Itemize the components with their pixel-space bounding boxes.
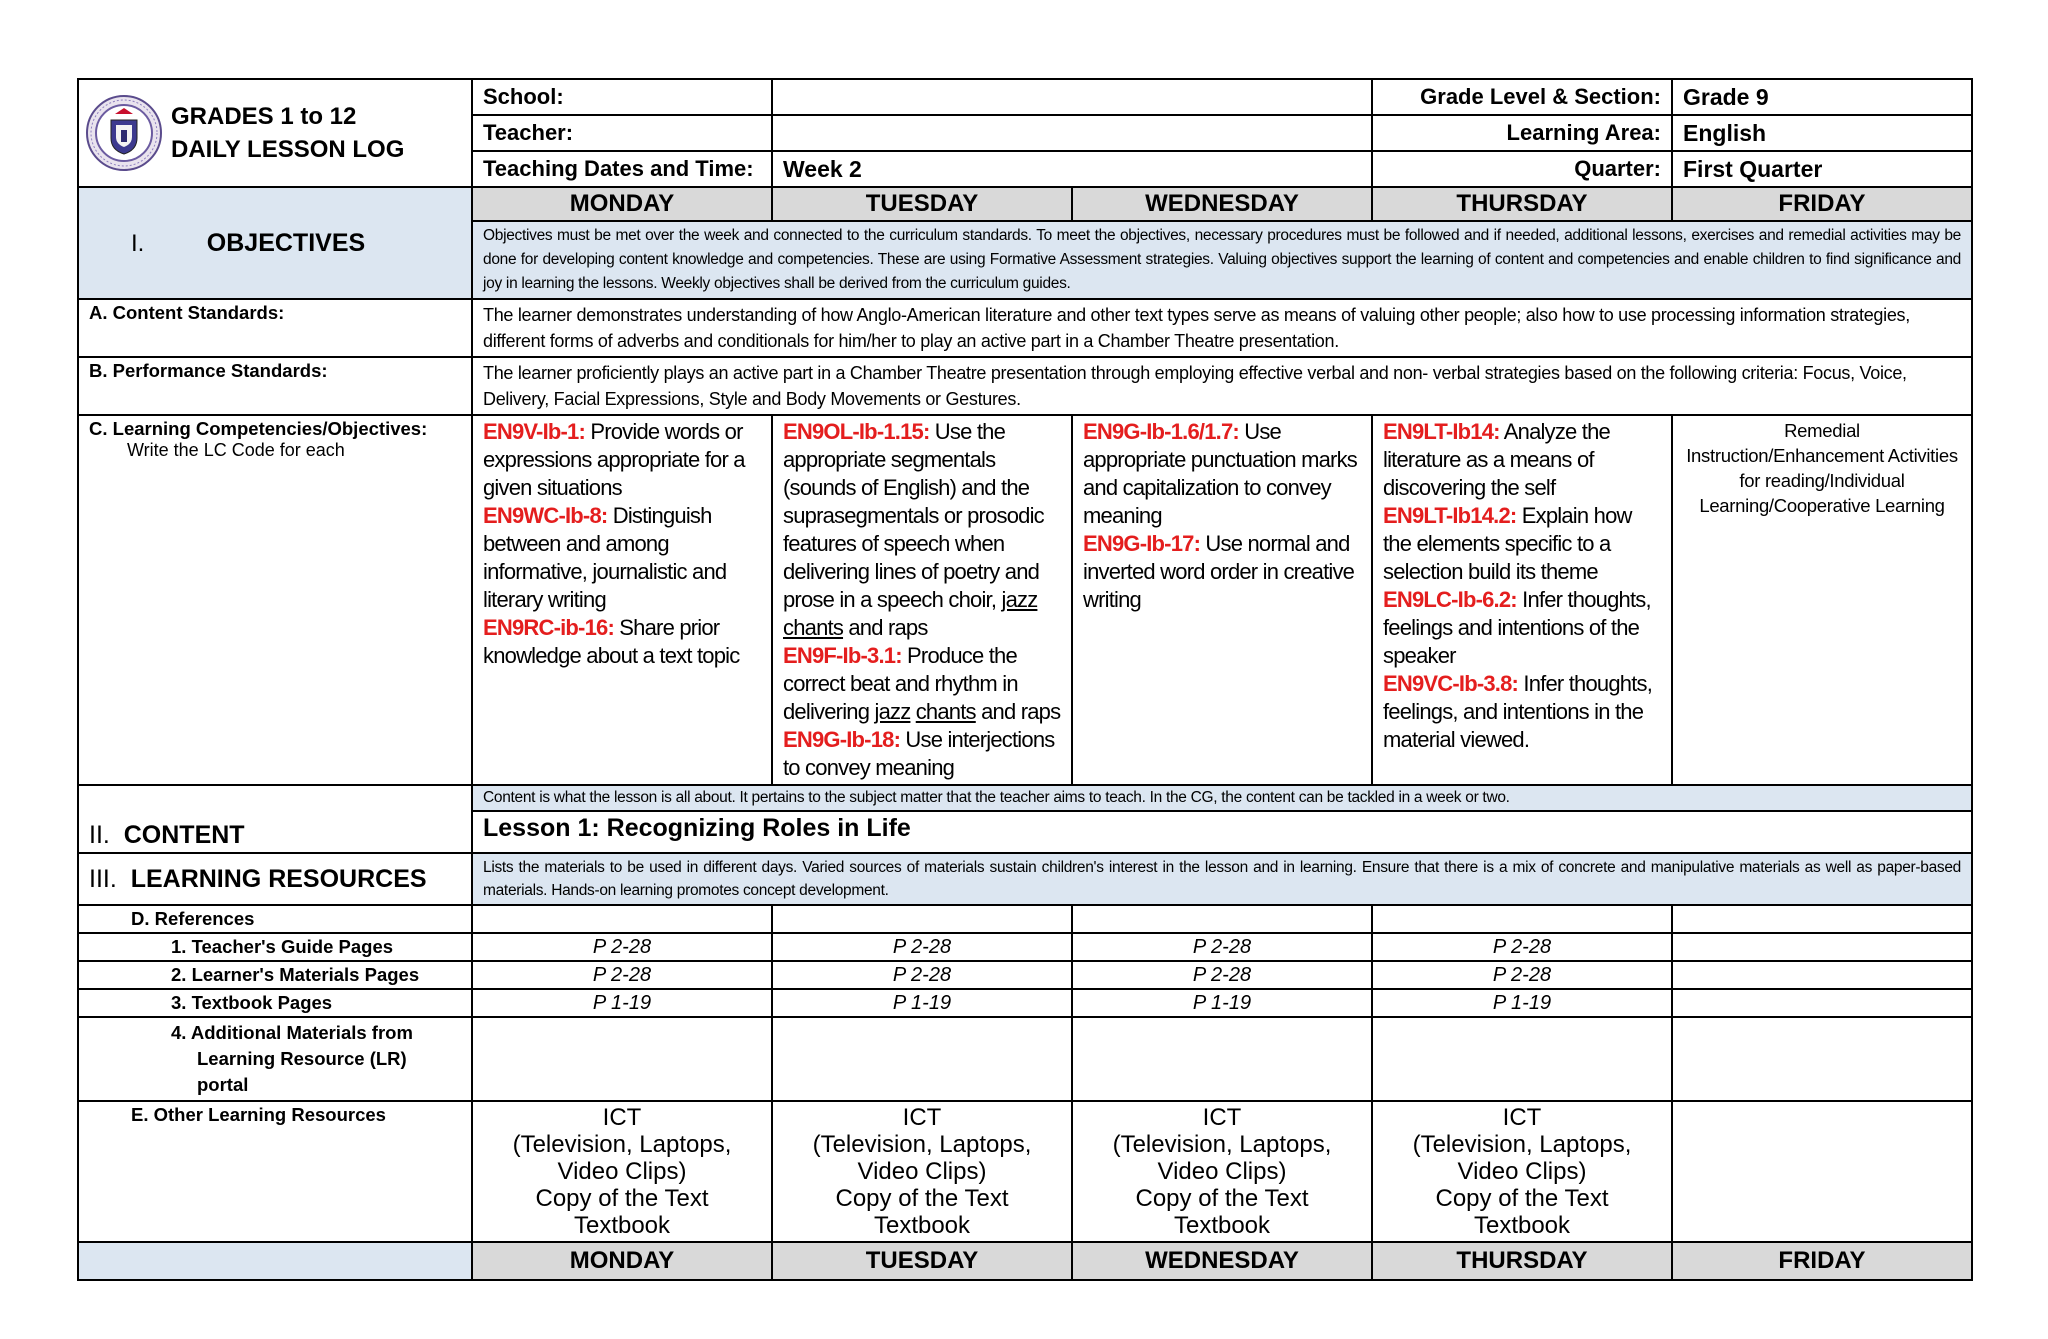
lc-item	[483, 614, 761, 670]
learners-materials-pages: P 2-28	[472, 961, 772, 989]
resources-note: Lists the materials to be used in different days. Varied sources of materials sustain children's interest in the lesson and in learning. Ensure that there is a mix of concrete and manipulative materials as well as paper-based materials. Hands-on learning promotes concept development.	[472, 853, 1972, 905]
additional-materials-cell	[1072, 1017, 1372, 1101]
ict-line: Video Clips)	[1157, 1158, 1287, 1185]
ict-line: (Television, Laptops,	[1412, 1131, 1632, 1158]
teaching-dates-label: Teaching Dates and Time:	[472, 151, 772, 187]
competencies-label: C. Learning Competencies/Objectives:	[89, 418, 428, 439]
other-resources-monday	[472, 1101, 772, 1242]
content-heading	[78, 785, 472, 853]
ict-line: (Television, Laptops,	[812, 1131, 1032, 1158]
resources-num: III.	[89, 864, 117, 893]
ict-line: Video Clips)	[857, 1158, 987, 1185]
lc-text: Distinguish between and among informative, journalistic and literary writing	[483, 503, 727, 612]
lc-text: and raps	[975, 699, 1061, 724]
other-resources-label: E. Other Learning Resources	[78, 1101, 472, 1242]
lc-text: Share prior knowledge about a text topic	[483, 615, 740, 668]
day-footer-wednesday: WEDNESDAY	[1072, 1242, 1372, 1280]
content-num: II.	[89, 821, 110, 849]
lc-text: Use normal and inverted word order in creative writing	[1083, 531, 1355, 612]
learning-resources-heading	[78, 853, 472, 905]
day-footer-tuesday: TUESDAY	[772, 1242, 1072, 1280]
school-label: School:	[472, 79, 772, 115]
teachers-guide-pages: P 2-28	[1072, 933, 1372, 961]
additional-materials-line2: Learning Resource (LR) portal	[197, 1048, 407, 1095]
additional-materials-cell	[472, 1017, 772, 1101]
grade-level-value: Grade 9	[1672, 79, 1972, 115]
lc-item	[1383, 418, 1661, 502]
other-resources-thursday	[1372, 1101, 1672, 1242]
lc-code: EN9G-Ib-17:	[1083, 531, 1201, 556]
learners-materials-label: 2. Learner's Materials Pages	[78, 961, 472, 989]
performance-standards-text: The learner proficiently plays an active part in a Chamber Theatre presentation through employing effective verbal and non- verbal strategies based on the following criteria: Focus, Voice, Delivery, Facial Expressions, Style and Body Movements or Gestures.	[472, 357, 1972, 415]
teachers-guide-label: 1. Teacher's Guide Pages	[78, 933, 472, 961]
additional-materials-cell	[1672, 1017, 1972, 1101]
textbook-label: 3. Textbook Pages	[78, 989, 472, 1017]
references-cell	[472, 905, 772, 933]
ict-line: ICT	[602, 1104, 642, 1131]
references-cell	[1072, 905, 1372, 933]
ict-line: ICT	[1202, 1104, 1242, 1131]
lc-item	[783, 642, 1061, 726]
day-header-wednesday: WEDNESDAY	[1072, 187, 1372, 221]
competencies-friday: Remedial Instruction/Enhancement Activities for reading/Individual Learning/Cooperative Learning	[1672, 415, 1972, 785]
lc-code: EN9RC-ib-16:	[483, 615, 614, 640]
textbook-pages	[1672, 989, 1972, 1017]
lc-text: jazz	[874, 699, 911, 724]
lc-code: EN9LT-Ib14.2:	[1383, 503, 1517, 528]
header-title-cell	[78, 79, 472, 187]
objectives-text: Objectives must be met over the week and connected to the curriculum standards. To meet the objectives, necessary procedures must be followed and if needed, additional lessons, exercises and remedial activities may be done for developing content knowledge and competencies. These are using Formative Assessment strategies. Valuing objectives support the learning of content and competencies and enable children to find significance and joy in learning the lessons. Weekly objectives shall be derived from the curriculum guides.	[472, 221, 1972, 299]
lc-item	[783, 418, 1061, 642]
quarter-label: Quarter:	[1372, 151, 1672, 187]
references-cell	[1672, 905, 1972, 933]
lc-item	[1383, 586, 1661, 670]
day-footer-monday: MONDAY	[472, 1242, 772, 1280]
teacher-value	[772, 115, 1372, 151]
lc-text: Use interjections to convey meaning	[783, 727, 1055, 780]
teachers-guide-pages	[1672, 933, 1972, 961]
competencies-wednesday	[1072, 415, 1372, 785]
lc-text: Use appropriate punctuation marks and capitalization to convey meaning	[1083, 419, 1357, 528]
ict-line: (Television, Laptops,	[1112, 1131, 1332, 1158]
additional-materials-cell	[772, 1017, 1072, 1101]
learners-materials-pages: P 2-28	[1372, 961, 1672, 989]
form-title-line2: DAILY LESSON LOG	[171, 136, 405, 163]
resources-label: LEARNING RESOURCES	[130, 864, 427, 893]
references-cell	[772, 905, 1072, 933]
ict-line: Textbook	[1173, 1212, 1271, 1239]
competencies-label-cell	[78, 415, 472, 785]
objectives-label: OBJECTIVES	[206, 228, 366, 257]
learners-materials-pages: P 2-28	[772, 961, 1072, 989]
ict-line: Textbook	[873, 1212, 971, 1239]
lesson-title: Lesson 1: Recognizing Roles in Life	[472, 811, 1972, 853]
lc-item	[783, 726, 1061, 782]
textbook-pages: P 1-19	[772, 989, 1072, 1017]
teachers-guide-pages: P 2-28	[472, 933, 772, 961]
lc-text: Infer thoughts, feelings and intentions of the speaker	[1383, 587, 1651, 668]
bottom-day-row-label	[78, 1242, 472, 1280]
ict-line: Copy of the Text	[535, 1185, 709, 1212]
objectives-heading	[78, 187, 472, 299]
learning-area-label: Learning Area:	[1372, 115, 1672, 151]
lc-code: EN9OL-Ib-1.15:	[783, 419, 930, 444]
lc-code: EN9VC-Ib-3.8:	[1383, 671, 1519, 696]
lc-text: and raps	[843, 615, 928, 640]
textbook-pages: P 1-19	[1372, 989, 1672, 1017]
teachers-guide-pages: P 2-28	[772, 933, 1072, 961]
objectives-num: I.	[131, 229, 145, 257]
competencies-sublabel: Write the LC Code for each	[127, 440, 345, 460]
day-footer-thursday: THURSDAY	[1372, 1242, 1672, 1280]
day-header-tuesday: TUESDAY	[772, 187, 1072, 221]
ict-line: Copy of the Text	[1135, 1185, 1309, 1212]
competencies-tuesday	[772, 415, 1072, 785]
lc-item	[1383, 670, 1661, 754]
learners-materials-pages	[1672, 961, 1972, 989]
learners-materials-pages: P 2-28	[1072, 961, 1372, 989]
lc-item	[1383, 502, 1661, 586]
references-label: D. References	[78, 905, 472, 933]
lc-code: EN9V-Ib-1:	[483, 419, 586, 444]
competencies-thursday	[1372, 415, 1672, 785]
lc-text: Use the appropriate segmentals (sounds of English) and the suprasegmentals or prosodic features of speech when delivering lines of poetry and prose in a speech choir,	[783, 419, 1044, 612]
teacher-label: Teacher:	[472, 115, 772, 151]
lc-item	[1083, 530, 1361, 614]
lc-text: chants	[783, 615, 844, 640]
learning-area-value: English	[1672, 115, 1972, 151]
competencies-monday	[472, 415, 772, 785]
lc-item	[1083, 418, 1361, 530]
lc-text: Provide words or expressions appropriate for a given situations	[483, 419, 745, 500]
content-note: Content is what the lesson is all about. It pertains to the subject matter that the teacher aims to teach. In the CG, the content can be tackled in a week or two.	[472, 785, 1972, 811]
lc-code: EN9F-Ib-3.1:	[783, 643, 902, 668]
day-footer-friday: FRIDAY	[1672, 1242, 1972, 1280]
quarter-value: First Quarter	[1672, 151, 1972, 187]
ict-line: ICT	[902, 1104, 942, 1131]
ict-line: Video Clips)	[1457, 1158, 1587, 1185]
content-label: CONTENT	[123, 821, 245, 849]
content-standards-label: A. Content Standards:	[78, 299, 472, 357]
lc-code: EN9LT-Ib14:	[1383, 419, 1500, 444]
lc-item	[483, 418, 761, 502]
teaching-dates-value: Week 2	[772, 151, 1372, 187]
day-header-monday: MONDAY	[472, 187, 772, 221]
ict-line: (Television, Laptops,	[512, 1131, 732, 1158]
lc-code: EN9G-Ib-18:	[783, 727, 901, 752]
lc-text: Analyze the literature as a means of discovering the self	[1383, 419, 1610, 500]
lc-code: EN9G-Ib-1.6/1.7:	[1083, 419, 1239, 444]
lesson-log-table	[77, 78, 1973, 1281]
lc-code: EN9WC-Ib-8:	[483, 503, 608, 528]
additional-materials-line1: 4. Additional Materials from	[171, 1022, 413, 1043]
daily-lesson-log	[77, 78, 1971, 1281]
lc-text: Infer thoughts, feelings, and intentions in the material viewed.	[1383, 671, 1653, 752]
deped-seal-icon	[85, 94, 163, 172]
ict-line: Copy of the Text	[1435, 1185, 1609, 1212]
teachers-guide-pages: P 2-28	[1372, 933, 1672, 961]
grade-level-label: Grade Level & Section:	[1372, 79, 1672, 115]
lc-text: chants	[915, 699, 976, 724]
content-standards-text: The learner demonstrates understanding of how Anglo-American literature and other text types serve as means of valuing other people; also how to use processing information strategies, different forms of adverbs and conditionals for him/her to play an active part in a Chamber Theatre presentation.	[472, 299, 1972, 357]
day-header-friday: FRIDAY	[1672, 187, 1972, 221]
school-value	[772, 79, 1372, 115]
form-title-line1: GRADES 1 to 12	[171, 103, 357, 130]
lc-text: jazz	[1001, 587, 1038, 612]
ict-line: Video Clips)	[557, 1158, 687, 1185]
ict-line: ICT	[1502, 1104, 1542, 1131]
lc-text: Explain how the elements specific to a selection build its theme	[1383, 503, 1632, 584]
performance-standards-label: B. Performance Standards:	[78, 357, 472, 415]
references-cell	[1372, 905, 1672, 933]
textbook-pages: P 1-19	[1072, 989, 1372, 1017]
other-resources-wednesday	[1072, 1101, 1372, 1242]
additional-materials-cell	[1372, 1017, 1672, 1101]
textbook-pages: P 1-19	[472, 989, 772, 1017]
other-resources-tuesday	[772, 1101, 1072, 1242]
ict-line: Textbook	[1473, 1212, 1571, 1239]
lc-code: EN9LC-Ib-6.2:	[1383, 587, 1517, 612]
day-header-thursday: THURSDAY	[1372, 187, 1672, 221]
lc-text: Produce the correct beat and rhythm in delivering	[783, 643, 1018, 724]
lc-item	[483, 502, 761, 614]
other-resources-friday	[1672, 1101, 1972, 1242]
ict-line: Textbook	[573, 1212, 671, 1239]
ict-line: Copy of the Text	[835, 1185, 1009, 1212]
additional-materials-label	[78, 1017, 472, 1101]
